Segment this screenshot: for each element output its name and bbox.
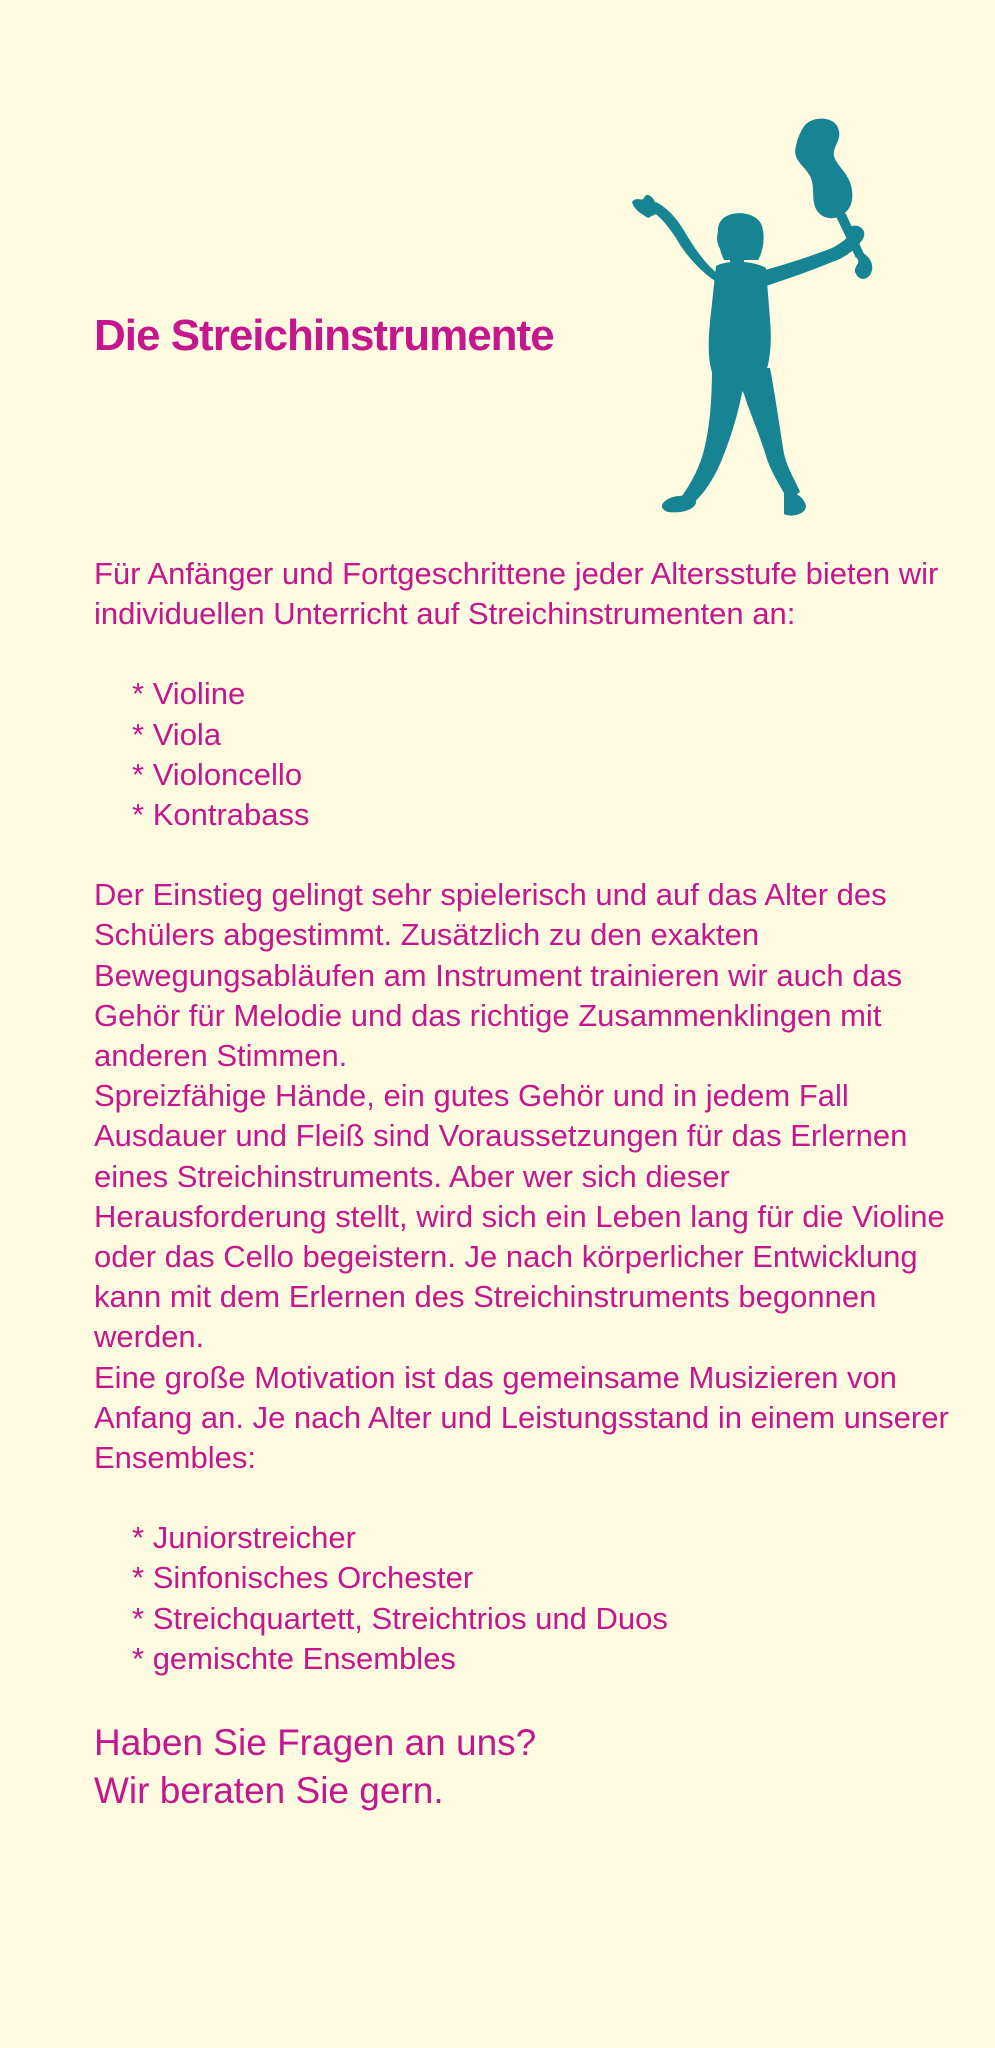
description-paragraph: Eine große Motivation ist das gemeinsame Musizieren von Anfang an. Je nach Alter und Leistungsstand in einem unserer Ensembles: [94, 1359, 949, 1476]
right-arm [758, 232, 862, 286]
closing-text [94, 1719, 954, 1815]
closing-offer: Wir beraten Sie gern. [94, 1770, 444, 1812]
list-item: * Violine [132, 674, 954, 714]
closing-question: Haben Sie Fragen an uns? [94, 1722, 537, 1764]
list-item: * Streichquartett, Streichtrios und Duos [132, 1599, 954, 1639]
left-hand [632, 195, 660, 218]
description-paragraph: Spreizfähige Hände, ein gutes Gehör und in jedem Fall Ausdauer und Fleiß sind Voraussetzungen für das Erlernen eines Streichinstruments. Aber wer sich dieser Herausforderung stellt, wird sich ein Leben lang für die Violine oder das Cello begeistern. Je nach körperlicher Entwicklung kann mit dem Erlernen des Streichinstruments begonnen werden. [94, 1078, 945, 1355]
violin-scroll [854, 252, 872, 279]
description-paragraph: Der Einstieg gelingt sehr spielerisch und auf das Alter des Schülers abgestimmt. Zusätzlich zu den exakten Bewegungsabläufen am Instrument trainieren wir auch das Gehör für Melodie und das richtige Zusammenklingen mit anderen Stimmen. [94, 877, 903, 1074]
violin-body [795, 119, 852, 219]
list-item: * Sinfonisches Orchester [132, 1558, 954, 1598]
list-item: * gemischte Ensembles [132, 1639, 954, 1679]
content [94, 554, 954, 1815]
list-item: * Juniorstreicher [132, 1518, 954, 1558]
left-foot [662, 496, 696, 513]
instrument-list [132, 674, 954, 835]
list-item: * Kontrabass [132, 795, 954, 835]
right-foot [784, 492, 806, 516]
left-leg [682, 368, 746, 504]
list-item: * Viola [132, 715, 954, 755]
list-item: * Violoncello [132, 755, 954, 795]
right-hand [848, 226, 864, 244]
left-arm [650, 202, 724, 286]
ensemble-list [132, 1518, 954, 1679]
page-title: Die Streichinstrumente [94, 311, 554, 360]
violinist-silhouette-icon [620, 110, 900, 530]
intro-paragraph: Für Anfänger und Fortgeschrittene jeder Altersstufe bieten wir individuellen Unterricht auf Streichinstrumenten an: [94, 556, 939, 632]
